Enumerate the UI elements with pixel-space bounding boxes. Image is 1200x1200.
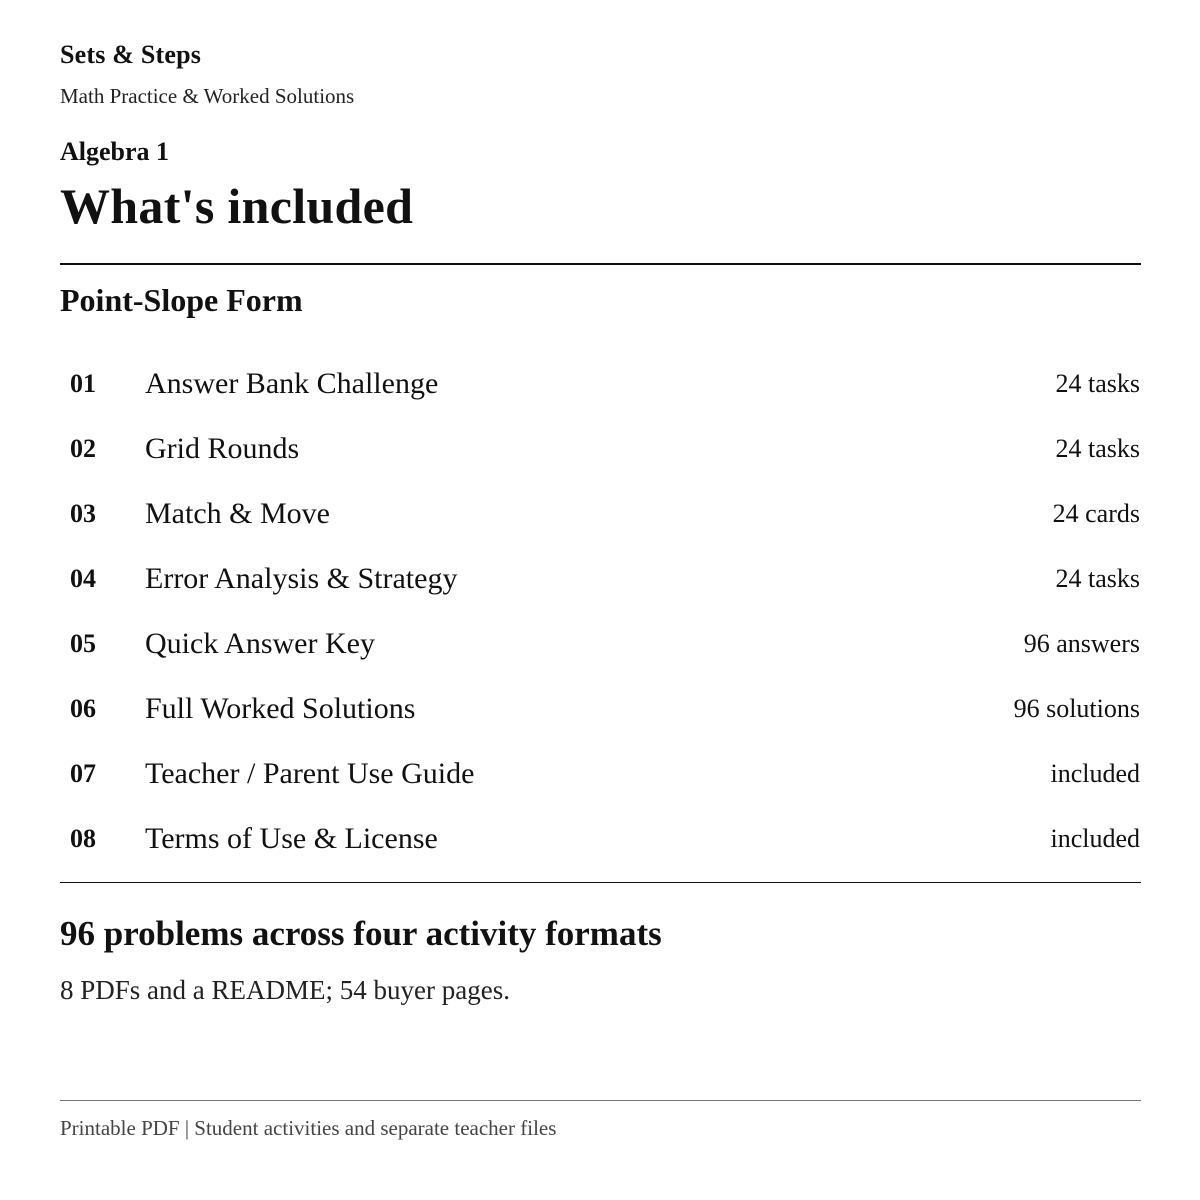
- list-item: [60, 353, 1141, 418]
- item-count: 24 tasks: [1055, 564, 1140, 593]
- item-label: Grid Rounds: [145, 432, 300, 465]
- page-title: What's included: [60, 178, 414, 234]
- item-label: Full Worked Solutions: [145, 692, 416, 725]
- item-count: included: [1050, 759, 1140, 788]
- item-label: Quick Answer Key: [145, 627, 375, 660]
- list-item: [60, 613, 1141, 678]
- top-divider: [60, 263, 1141, 265]
- item-label: Terms of Use & License: [145, 822, 438, 855]
- item-number: 04: [70, 564, 96, 593]
- item-count: included: [1050, 824, 1140, 853]
- summary-title: 96 problems across four activity formats: [60, 914, 662, 953]
- list-item: [60, 743, 1141, 808]
- item-count: 96 answers: [1023, 629, 1140, 658]
- item-number: 08: [70, 824, 96, 853]
- course-label: Algebra 1: [60, 137, 170, 166]
- item-number: 06: [70, 694, 96, 723]
- list-divider: [60, 882, 1141, 883]
- contents-list: [60, 353, 1141, 873]
- list-item: [60, 678, 1141, 743]
- item-count: 24 tasks: [1055, 434, 1140, 463]
- product-page: [60, 0, 1141, 1200]
- item-label: Teacher / Parent Use Guide: [145, 757, 475, 790]
- list-item: [60, 808, 1141, 873]
- section-title: Point-Slope Form: [60, 282, 303, 318]
- item-number: 07: [70, 759, 96, 788]
- brand-tagline: Math Practice & Worked Solutions: [60, 84, 355, 108]
- item-label: Error Analysis & Strategy: [145, 562, 458, 595]
- item-number: 01: [70, 369, 96, 398]
- footer-text: Printable PDF | Student activities and separate teacher files: [60, 1116, 557, 1140]
- item-count: 24 cards: [1052, 499, 1140, 528]
- footer-divider: [60, 1100, 1141, 1101]
- summary-note: 8 PDFs and a README; 54 buyer pages.: [60, 975, 510, 1005]
- item-number: 05: [70, 629, 96, 658]
- item-label: Match & Move: [145, 497, 330, 530]
- item-label: Answer Bank Challenge: [145, 367, 439, 400]
- list-item: [60, 483, 1141, 548]
- brand-name: Sets & Steps: [60, 40, 202, 69]
- list-item: [60, 418, 1141, 483]
- item-count: 96 solutions: [1013, 694, 1140, 723]
- item-count: 24 tasks: [1055, 369, 1140, 398]
- item-number: 03: [70, 499, 96, 528]
- item-number: 02: [70, 434, 96, 463]
- list-item: [60, 548, 1141, 613]
